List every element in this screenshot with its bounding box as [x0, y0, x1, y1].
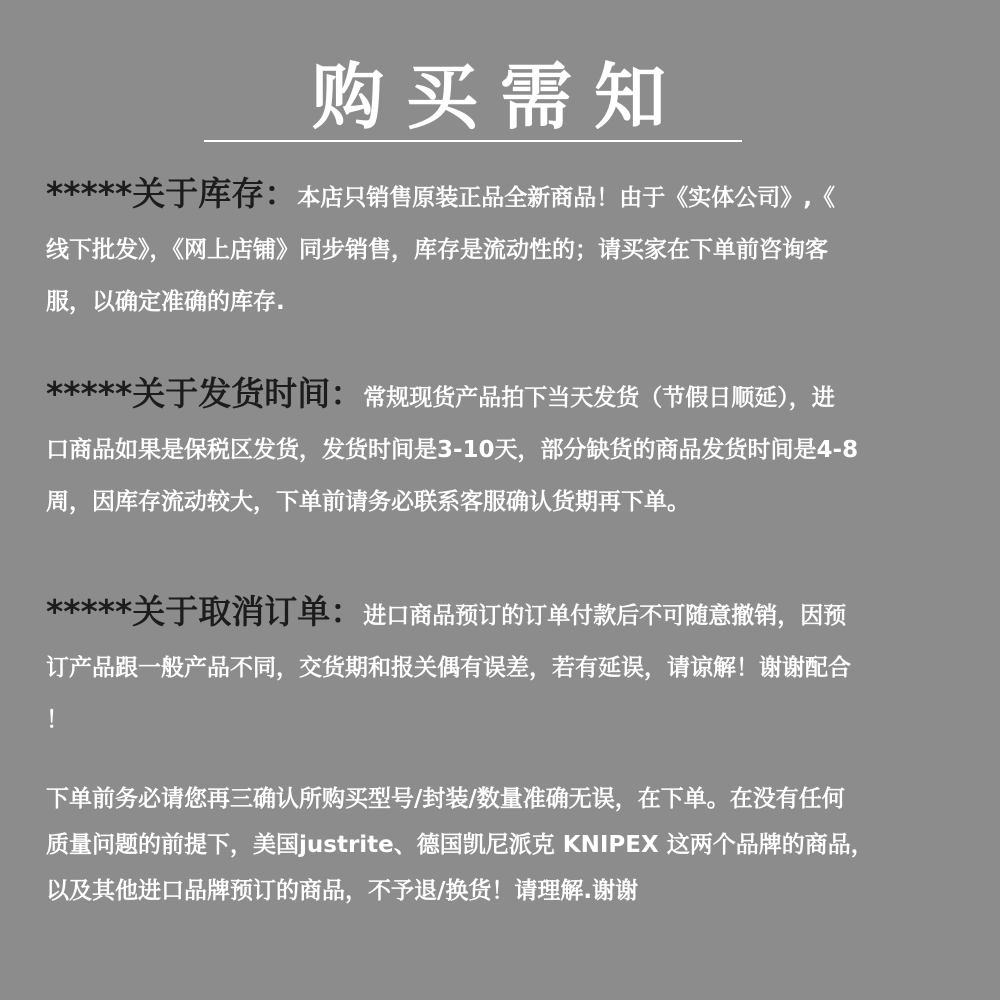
cancel-heading: *****关于取消订单：	[46, 592, 364, 631]
shipping-text-3: 周，因库存流动较大，下单前请务必联系客服确认货期再下单。	[46, 489, 690, 515]
shipping-text-1: 常规现货产品拍下当天发货（节假日顺延），进	[363, 385, 835, 411]
note-text-1: 下单前务必请您再三确认所购买型号/封装/数量准确无误，在下单。在没有任何	[46, 786, 845, 812]
return-policy-section	[46, 776, 936, 914]
cancel-text-3: ！	[46, 707, 69, 733]
cancel-text-1: 进口商品预订的订单付款后不可随意撤销，因预	[363, 603, 847, 629]
cancel-line-1	[46, 586, 936, 642]
stock-section	[46, 168, 936, 328]
cancel-text-2: 订产品跟一般产品不同，交货期和报关偶有误差，若有延误，请谅解！谢谢配合	[46, 655, 851, 681]
stock-text-2: 线下批发》，《网上店铺》同步销售，库存是流动性的；请买家在下单前咨询客	[46, 237, 828, 263]
stock-heading: *****关于库存：	[46, 174, 298, 213]
stock-text-1: 本店只销售原装正品全新商品！由于《实体公司》,《	[297, 185, 836, 211]
title-underline	[204, 140, 742, 142]
shipping-text-2: 口商品如果是保税区发货，发货时间是3-10天，部分缺货的商品发货时间是4-8	[46, 437, 859, 463]
note-text-3: 以及其他进口品牌预订的商品，不予退/换货！请理解.谢谢	[46, 878, 639, 904]
note-text-2: 质量问题的前提下，美国justrite、德国凯尼派克 KNIPEX 这两个品牌的商品，	[46, 832, 874, 858]
stock-line-1	[46, 168, 936, 224]
page-title: 购买需知	[311, 55, 688, 139]
shipping-line-1	[46, 368, 936, 424]
stock-text-3: 服，以确定准确的库存.	[46, 289, 285, 315]
shipping-section	[46, 368, 936, 528]
shipping-heading: *****关于发货时间：	[46, 374, 364, 413]
cancel-section	[46, 586, 936, 746]
